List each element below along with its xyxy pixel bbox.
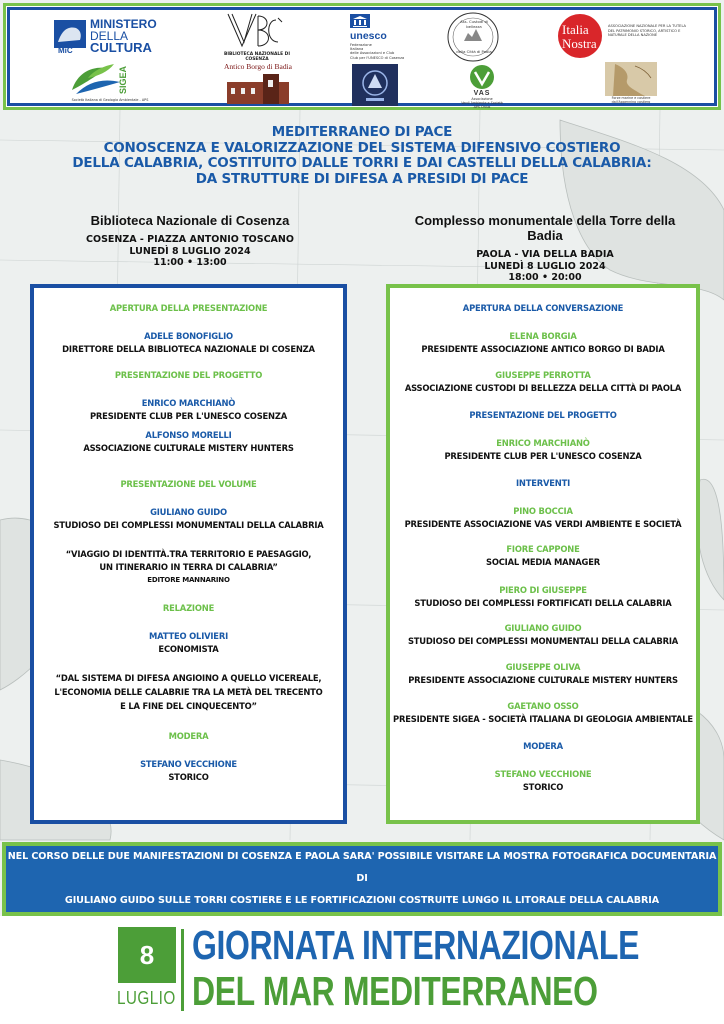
program-right-line: PRESIDENTE ASSOCIAZIONE CULTURALE MISTERY HUNTERS — [408, 675, 678, 685]
title-line-1: MEDITERRANEO DI PACE — [271, 124, 453, 140]
venue-right-date: LUNEDÌ 8 LUGLIO 2024 — [484, 260, 606, 272]
venue-left-time: 11:00 • 13:00 — [153, 257, 227, 268]
italia-nostra-word-2: Nostra — [562, 36, 597, 51]
unesco-caption-2: Italiana — [350, 47, 364, 52]
sigea-word: SIGEA — [118, 66, 128, 95]
logo-biblioteca-nazionale — [216, 12, 298, 62]
program-right-line: PRESENTAZIONE DEL PROGETTO — [469, 410, 617, 420]
program-left-line: ALFONSO MORELLI — [145, 430, 232, 440]
unesco-caption-1: Federazione — [350, 43, 372, 47]
program-panel-right — [386, 284, 700, 824]
program-right-line: GIUSEPPE OLIVA — [505, 662, 581, 672]
bnc-monogram-icon — [222, 12, 292, 50]
footer-day: 8 — [118, 927, 176, 983]
map-caption-2: dall'Appennino costiero — [611, 99, 651, 104]
badia-title: Antico Borgo di Badia — [224, 62, 292, 71]
program-right-line: PRESIDENTE SIGEA - SOCIETÀ ITALIANA DI GEOLOGIA AMBIENTALE — [393, 714, 693, 724]
program-left-line: UN ITINERARIO IN TERRA DI CALABRIA” — [99, 562, 278, 572]
program-right-line: GIUSEPPE PERROTTA — [495, 370, 591, 380]
program-right-line: ENRICO MARCHIANÒ — [496, 438, 590, 448]
program-right-line: STUDIOSO DEI COMPLESSI FORTIFICATI DELLA CALABRIA — [414, 598, 672, 608]
unesco-caption-3: delle Associazioni e Club — [350, 51, 395, 56]
vas-word: VAS — [473, 90, 491, 97]
logo-vas — [446, 64, 518, 108]
vas-circle-icon — [469, 64, 495, 90]
program-right-line: STUDIOSO DEI COMPLESSI MONUMENTALI DELLA CALABRIA — [407, 636, 679, 646]
title-line-4: DA STRUTTURE DI DIFESA A PRESIDI DI PACE — [195, 170, 529, 187]
footer-month: LUGLIO — [117, 988, 176, 1008]
unesco-temple-icon — [350, 14, 370, 28]
logo-italia-nostra — [558, 14, 708, 60]
exhibition-banner — [2, 842, 722, 916]
vas-caption-2: Verdi Ambiente e Società — [461, 100, 503, 105]
program-left-line: ENRICO MARCHIANÒ — [141, 398, 236, 408]
badia-tower-icon — [223, 72, 293, 106]
program-left-line: “DAL SISTEMA DI DIFESA ANGIOINO A QUELLO VICEREALE, — [55, 673, 322, 683]
program-right-line: MODERA — [523, 741, 563, 751]
program-left-line: STUDIOSO DEI COMPLESSI MONUMENTALI DELLA CALABRIA — [53, 520, 324, 530]
banner-line-1: NEL CORSO DELLE DUE MANIFESTAZIONI DI COSENZA E PAOLA SARA' POSSIBILE VISITARE LA MOSTRA FOTOGRAFICA DOCUMENTARIA DI — [7, 851, 717, 884]
logo-antico-borgo-badia — [218, 62, 298, 108]
mic-text-della: DELLA — [90, 29, 129, 43]
program-right-line: ELENA BORGIA — [509, 331, 577, 341]
logo-mistery-hunters — [352, 64, 398, 106]
venue-left-name: Biblioteca Nazionale di Cosenza — [90, 213, 290, 228]
italia-nostra-word-1: Italia — [562, 22, 589, 37]
footer-line-1: GIORNATA INTERNAZIONALE — [192, 922, 640, 968]
mic-text-ministero: MINISTERO — [90, 17, 157, 31]
bnc-caption: BIBLIOTECA NAZIONALE DI COSENZA — [224, 52, 290, 62]
venue-right-address: PAOLA - VIA DELLA BADIA — [476, 249, 614, 260]
footer-line-2: DEL MAR MEDITERRANEO — [192, 968, 598, 1014]
vas-caption-3: APS Onlus — [473, 104, 491, 109]
unesco-caption-4: Club per l'UNESCO di Cosenza — [350, 55, 405, 60]
program-right-line: GIULIANO GUIDO — [504, 623, 582, 633]
program-right-line: STORICO — [522, 782, 564, 792]
custodi-text-1: Ass. Custodi di bellezza — [460, 19, 488, 29]
logo-custodi-bellezza — [446, 11, 502, 65]
program-left-line: L'ECONOMIA DELLE CALABRIE TRA LA METÀ DEL TRECENTO — [54, 687, 323, 697]
program-right-line: STEFANO VECCHIONE — [494, 769, 592, 779]
title-line-3: DELLA CALABRIA, COSTITUITO DALLE TORRI E DAI CASTELLI DELLA CALABRIA: — [72, 155, 652, 171]
program-left-line: GIULIANO GUIDO — [150, 507, 227, 517]
title-line-2: CONOSCENZA E VALORIZZAZIONE DEL SISTEMA DIFENSIVO COSTIERO — [103, 139, 621, 156]
logo-unesco — [350, 14, 405, 60]
program-left-line: “VIAGGIO DI IDENTITÀ.TRA TERRITORIO E PAESAGGIO, — [65, 549, 312, 559]
mic-mark: MiC — [58, 46, 73, 55]
program-right-line: PINO BOCCIA — [513, 506, 573, 516]
program-right-line: PRESIDENTE CLUB PER L'UNESCO COSENZA — [444, 451, 642, 461]
mic-text-cultura: CULTURA — [90, 40, 152, 55]
venue-right-time: 18:00 • 20:00 — [508, 272, 582, 283]
calabria-map-icon — [605, 62, 657, 96]
logo-header — [3, 3, 721, 110]
program-right-line: GAETANO OSSO — [507, 701, 579, 711]
custodi-text-2: della Città di Paola — [456, 49, 492, 54]
program-left-line: E LA FINE DEL CINQUECENTO” — [120, 701, 257, 711]
program-right-line: PRESIDENTE ASSOCIAZIONE VAS VERDI AMBIENTE E SOCIETÀ — [404, 519, 682, 529]
event-title — [0, 125, 724, 187]
program-right-line: PRESIDENTE ASSOCIAZIONE ANTICO BORGO DI BADIA — [421, 344, 665, 354]
italia-nostra-desc-3: NATURALE DELLA NAZIONE — [608, 33, 658, 38]
venue-left-date: LUNEDÌ 8 LUGLIO 2024 — [129, 245, 251, 257]
program-left-line: MODERA — [168, 731, 209, 741]
mistery-hunters-icon — [352, 64, 398, 106]
program-panel-left — [30, 284, 347, 824]
logo-ministero-cultura — [54, 16, 166, 60]
program-left-line: DIRETTORE DELLA BIBLIOTECA NAZIONALE DI COSENZA — [62, 344, 315, 354]
sigea-caption: Società Italiana di Geologia Ambientale - APS — [71, 98, 149, 102]
vas-caption-1: Associazione — [471, 97, 493, 101]
program-right-line: PIERO DI GIUSEPPE — [499, 585, 587, 595]
program-right-line: SOCIAL MEDIA MANAGER — [485, 557, 601, 567]
venue-right — [400, 213, 690, 284]
italia-nostra-desc-1: ASSOCIAZIONE NAZIONALE PER LA TUTELA — [608, 24, 686, 28]
logo-map — [596, 62, 666, 108]
program-left-line: STEFANO VECCHIONE — [140, 759, 237, 769]
program-right-line: INTERVENTI — [515, 478, 571, 488]
banner-line-2: GIULIANO GUIDO SULLE TORRI COSTIERE E LE FORTIFICAZIONI COSTRUITE LUNGO IL LITORALE DELLA CALABRIA — [64, 895, 660, 906]
program-left-line: RELAZIONE — [162, 603, 215, 613]
program-left-line: MATTEO OLIVIERI — [149, 631, 228, 641]
venue-left — [60, 213, 320, 269]
venue-right-name: Complesso monumentale della Torre della Badia — [414, 213, 676, 243]
program-left-line: APERTURA DELLA PRESENTAZIONE — [109, 303, 268, 313]
footer-divider — [181, 929, 184, 1011]
program-right-line: APERTURA DELLA CONVERSAZIONE — [462, 303, 624, 313]
program-left-line: PRESENTAZIONE DEL PROGETTO — [114, 370, 263, 380]
program-left-line: EDITORE MANNARINO — [147, 576, 230, 584]
program-left-line: ASSOCIAZIONE CULTURALE MISTERY HUNTERS — [83, 443, 294, 453]
program-left-line: ADELE BONOFIGLIO — [144, 331, 233, 341]
italia-nostra-desc-2: DEL PATRIMONIO STORICO, ARTISTICO E — [608, 28, 681, 33]
logo-sigea — [68, 62, 154, 106]
program-left-line: PRESENTAZIONE DEL VOLUME — [120, 479, 257, 489]
program-left-line: PRESIDENTE CLUB PER L'UNESCO COSENZA — [89, 411, 288, 421]
program-right-line: FIORE CAPPONE — [506, 544, 580, 554]
unesco-word: unesco — [350, 30, 387, 42]
map-caption-1: Forze marine e costiere — [611, 96, 651, 100]
program-left-line: STORICO — [168, 772, 209, 782]
venue-left-address: COSENZA - PIAZZA ANTONIO TOSCANO — [86, 234, 294, 245]
program-left-line: ECONOMISTA — [158, 644, 219, 654]
program-right-line: ASSOCIAZIONE CUSTODI DI BELLEZZA DELLA CITTÀ DI PAOLA — [404, 383, 682, 393]
